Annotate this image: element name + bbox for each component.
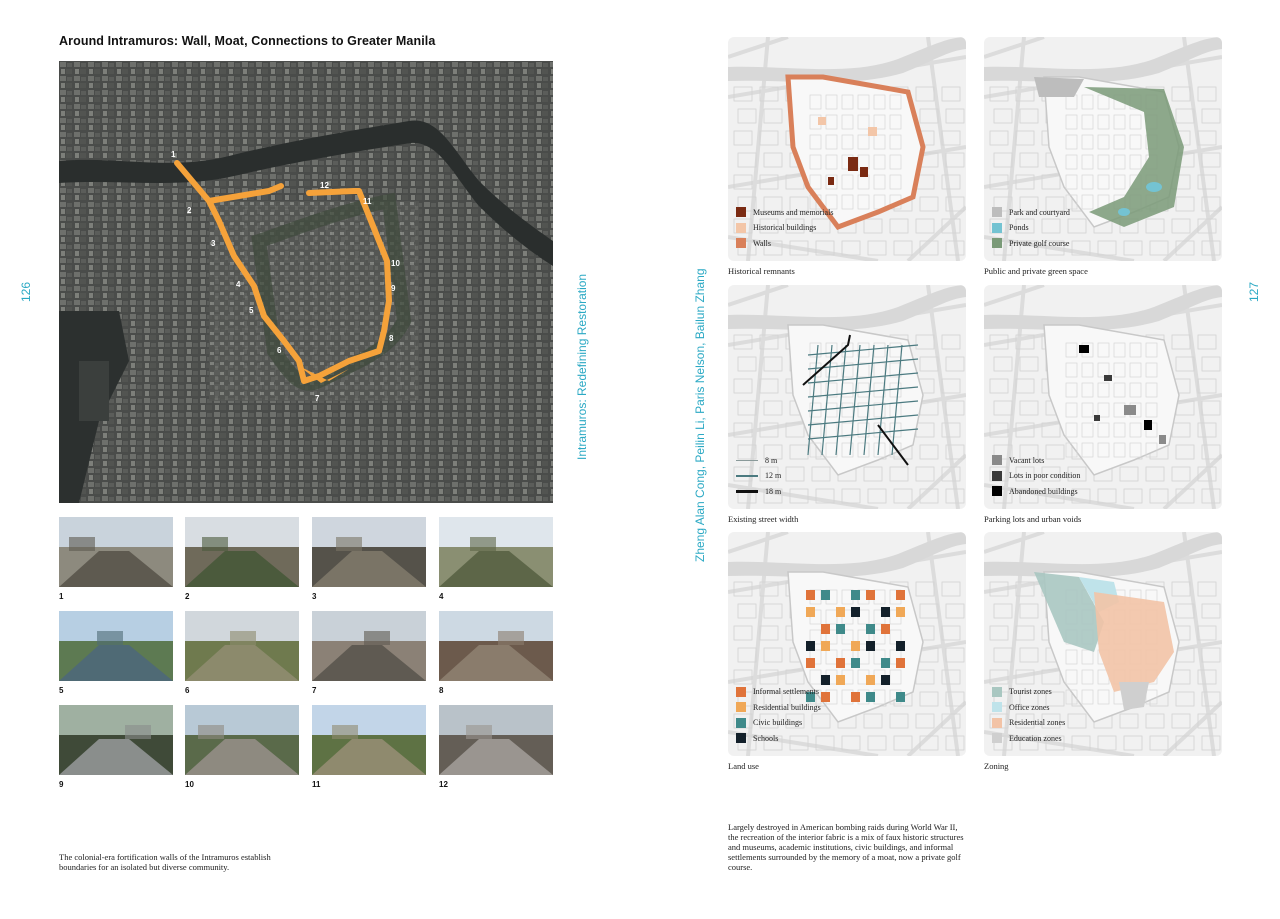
legend-item bbox=[992, 468, 1080, 484]
legend-item bbox=[992, 700, 1065, 716]
site-photo-9 bbox=[59, 705, 173, 775]
page-number-right: 127 bbox=[1247, 281, 1262, 303]
legend-item bbox=[736, 731, 821, 747]
photo-number-1: 1 bbox=[59, 592, 64, 601]
legend-label: 12 m bbox=[765, 471, 782, 481]
legend-item bbox=[992, 453, 1080, 469]
site-photo-12 bbox=[439, 705, 553, 775]
legend-label: Lots in poor condition bbox=[1009, 471, 1081, 481]
wall-label-8: 8 bbox=[389, 334, 394, 343]
map-caption: Public and private green space bbox=[984, 266, 1088, 276]
site-photo-1 bbox=[59, 517, 173, 587]
legend-item bbox=[736, 684, 821, 700]
legend-label: Walls bbox=[753, 238, 772, 248]
page-title: Around Intramuros: Wall, Moat, Connections to Greater Manila bbox=[59, 34, 436, 48]
photo-number-8: 8 bbox=[439, 686, 444, 695]
legend-swatch bbox=[992, 702, 1002, 712]
legend-item bbox=[736, 700, 821, 716]
map-caption: Existing street width bbox=[728, 514, 799, 524]
legend-label: Residential zones bbox=[1009, 718, 1066, 728]
body-text: Largely destroyed in American bombing raids during World War II, the recreation of the interior fabric is a mix of faux historic structures and museums, academic institutions, civic buildings, and informal settlements surrounded by the memory of a moat, now a private golf course. bbox=[728, 822, 964, 872]
legend-item bbox=[736, 484, 781, 500]
photo-number-12: 12 bbox=[439, 780, 448, 789]
legend-label: 8 m bbox=[765, 455, 778, 465]
legend-swatch bbox=[736, 238, 746, 248]
wall-label-5: 5 bbox=[249, 306, 254, 315]
authors: Zheng Alan Cong, Peilin Li, Paris Nelson, Bailun Zhang bbox=[693, 268, 707, 562]
site-photo-3 bbox=[312, 517, 426, 587]
map-legend bbox=[736, 205, 833, 252]
legend-item bbox=[992, 205, 1070, 221]
legend-item bbox=[992, 731, 1065, 747]
site-photo-10 bbox=[185, 705, 299, 775]
legend-label: Historical buildings bbox=[753, 223, 817, 233]
map-caption: Parking lots and urban voids bbox=[984, 514, 1082, 524]
map-parking-lots-and-urban-voids bbox=[984, 285, 1222, 509]
legend-item bbox=[736, 236, 833, 252]
legend-swatch bbox=[992, 687, 1002, 697]
legend-label: Informal settlements bbox=[753, 687, 819, 697]
wall-label-9: 9 bbox=[391, 284, 396, 293]
legend-item bbox=[736, 468, 781, 484]
photo-number-6: 6 bbox=[185, 686, 190, 695]
wall-label-6: 6 bbox=[277, 346, 282, 355]
photo-number-5: 5 bbox=[59, 686, 64, 695]
legend-item bbox=[736, 715, 821, 731]
legend-label: Vacant lots bbox=[1009, 455, 1045, 465]
map-legend bbox=[992, 453, 1080, 500]
legend-line bbox=[736, 460, 758, 461]
site-photo-4 bbox=[439, 517, 553, 587]
legend-label: Museums and memorials bbox=[753, 207, 834, 217]
legend-swatch bbox=[992, 223, 1002, 233]
wall-label-3: 3 bbox=[211, 239, 216, 248]
legend-line bbox=[736, 490, 758, 493]
legend-label: Schools bbox=[753, 733, 779, 743]
wall-label-12: 12 bbox=[320, 181, 329, 190]
legend-item bbox=[736, 205, 833, 221]
map-caption: Historical remnants bbox=[728, 266, 795, 276]
wall-label-10: 10 bbox=[391, 259, 400, 268]
legend-label: Civic buildings bbox=[753, 718, 803, 728]
photo-number-7: 7 bbox=[312, 686, 317, 695]
legend-swatch bbox=[736, 687, 746, 697]
legend-swatch bbox=[736, 223, 746, 233]
photo-number-9: 9 bbox=[59, 780, 64, 789]
legend-label: Abandoned buildings bbox=[1009, 486, 1078, 496]
left-caption: The colonial-era fortification walls of the Intramuros establish boundaries for an isolated but diverse community. bbox=[59, 852, 271, 872]
legend-swatch bbox=[736, 718, 746, 728]
site-photo-8 bbox=[439, 611, 553, 681]
wall-label-2: 2 bbox=[187, 206, 192, 215]
legend-item bbox=[992, 715, 1065, 731]
wall-label-11: 11 bbox=[363, 197, 372, 206]
legend-item bbox=[736, 220, 833, 236]
photo-number-3: 3 bbox=[312, 592, 317, 601]
photo-number-11: 11 bbox=[312, 780, 321, 789]
legend-swatch bbox=[992, 238, 1002, 248]
legend-label: Private golf course bbox=[1009, 238, 1070, 248]
legend-label: Park and courtyard bbox=[1009, 207, 1070, 217]
site-photo-11 bbox=[312, 705, 426, 775]
photo-number-4: 4 bbox=[439, 592, 444, 601]
site-photo-5 bbox=[59, 611, 173, 681]
site-photo-7 bbox=[312, 611, 426, 681]
wall-label-4: 4 bbox=[236, 280, 241, 289]
legend-swatch bbox=[992, 733, 1002, 743]
map-legend bbox=[736, 684, 821, 746]
legend-item bbox=[992, 236, 1070, 252]
legend-label: Office zones bbox=[1009, 702, 1050, 712]
legend-swatch bbox=[992, 471, 1002, 481]
legend-line bbox=[736, 475, 758, 477]
map-land-use bbox=[728, 532, 966, 756]
wall-label-7: 7 bbox=[315, 394, 320, 403]
site-photo-6 bbox=[185, 611, 299, 681]
aerial-photo bbox=[59, 61, 553, 503]
photo-number-2: 2 bbox=[185, 592, 190, 601]
legend-label: 18 m bbox=[765, 486, 782, 496]
wall-label-1: 1 bbox=[171, 150, 176, 159]
legend-swatch bbox=[992, 718, 1002, 728]
legend-label: Residential buildings bbox=[753, 702, 821, 712]
aerial-map-graphic bbox=[59, 61, 553, 503]
legend-item bbox=[992, 484, 1080, 500]
legend-label: Tourist zones bbox=[1009, 687, 1052, 697]
legend-label: Education zones bbox=[1009, 733, 1062, 743]
legend-item bbox=[992, 684, 1065, 700]
site-photo-2 bbox=[185, 517, 299, 587]
map-zoning bbox=[984, 532, 1222, 756]
running-title: Intramuros: Redefining Restoration bbox=[575, 273, 589, 460]
map-existing-street-width bbox=[728, 285, 966, 509]
page-number-left: 126 bbox=[19, 281, 34, 303]
legend-label: Ponds bbox=[1009, 223, 1029, 233]
map-legend bbox=[736, 453, 781, 500]
legend-swatch bbox=[736, 207, 746, 217]
map-historical-remnants bbox=[728, 37, 966, 261]
map-caption: Land use bbox=[728, 761, 759, 771]
legend-item bbox=[736, 453, 781, 469]
photo-number-10: 10 bbox=[185, 780, 194, 789]
legend-swatch bbox=[736, 733, 746, 743]
map-legend bbox=[992, 684, 1065, 746]
map-public-and-private-green-space bbox=[984, 37, 1222, 261]
map-legend bbox=[992, 205, 1070, 252]
legend-swatch bbox=[992, 455, 1002, 465]
legend-item bbox=[992, 220, 1070, 236]
legend-swatch bbox=[992, 207, 1002, 217]
map-caption: Zoning bbox=[984, 761, 1009, 771]
legend-swatch bbox=[992, 486, 1002, 496]
legend-swatch bbox=[736, 702, 746, 712]
